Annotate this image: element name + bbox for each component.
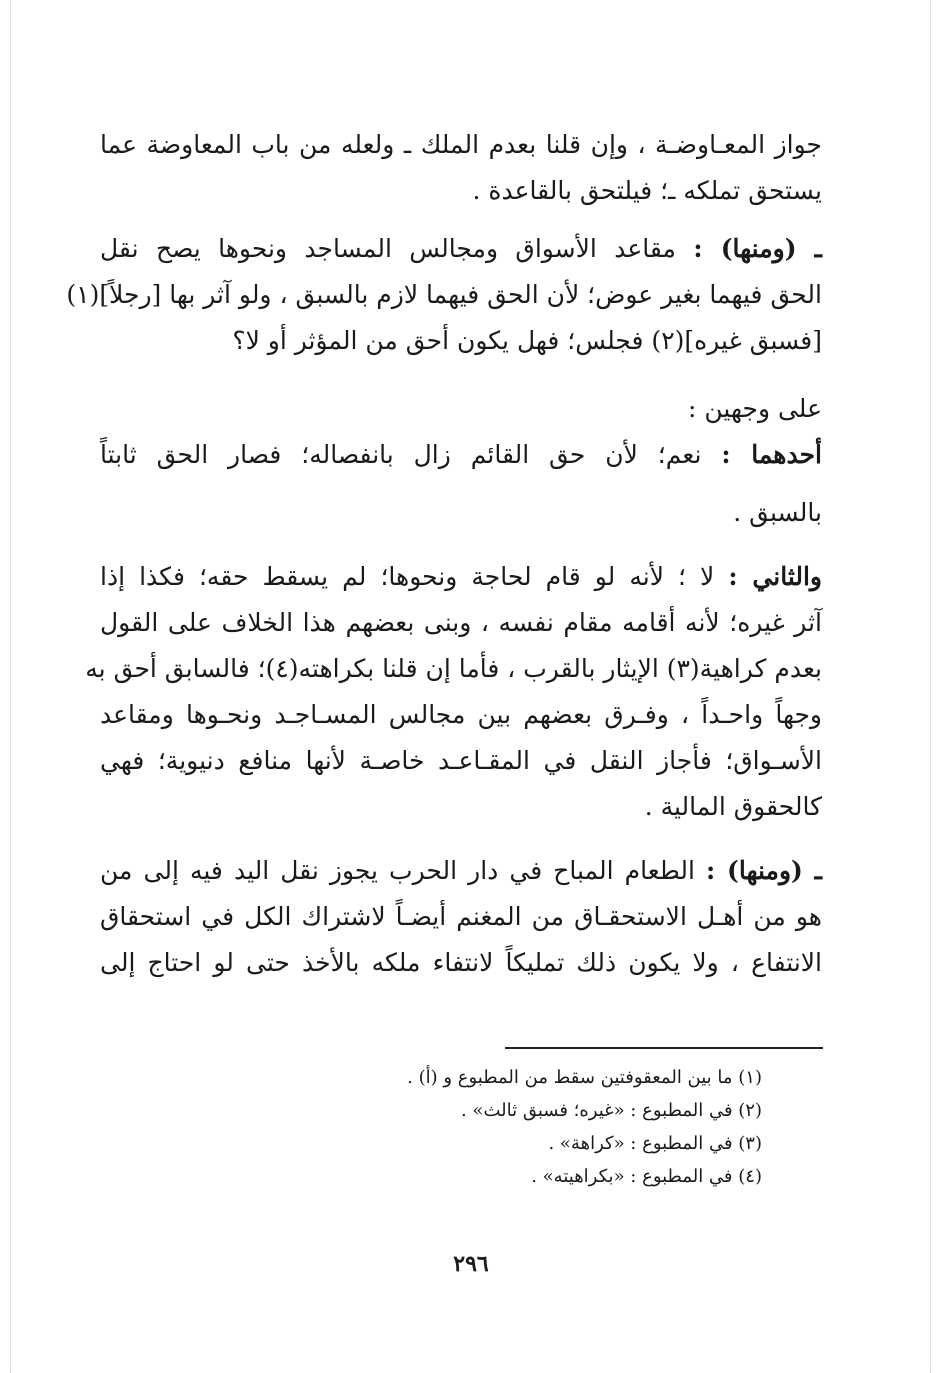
text-line-4: الحق فيهما بغير عوض؛ لأن الحق فيهما لازم بالسبق ، ولو آثر بها [رجلاً](١) xyxy=(66,280,822,309)
text-line-14: كالحقوق المالية . xyxy=(644,792,822,821)
footnotes xyxy=(407,1061,762,1193)
footnote-3: (٣) في المطبوع : «كراهة» . xyxy=(548,1133,762,1154)
text-line-2: يستحق تملكه ـ؛ فيلتحق بالقاعدة . xyxy=(472,176,822,205)
scan-edge-right xyxy=(930,0,931,1373)
scan-edge-left xyxy=(10,0,11,1373)
text-line-11: بعدم كراهية(٣) الإيثار بالقرب ، فأما إن قلنا بكراهته(٤)؛ فالسابق أحق به xyxy=(85,654,822,683)
text-line-6: على وجهين : xyxy=(688,394,822,423)
text-line-3: ـ (ومنها) : مقاعد الأسواق ومجالس المساجد ونحوها يصح نقل xyxy=(100,234,822,263)
paragraph-lead: والثاني : xyxy=(728,562,822,591)
footnote-2: (٢) في المطبوع : «غيره؛ فسبق ثالث» . xyxy=(460,1100,762,1121)
text-line-7: أحدهما : نعم؛ لأن حق القائم زال بانفصاله؛ فصار الحق ثابتاً xyxy=(100,440,822,469)
text-line-13: الأسـواق؛ فأجاز النقل في المقـاعـد خاصـة لأنها منافع دنيوية؛ فهي xyxy=(100,746,822,775)
text-line-1: جواز المعـاوضـة ، وإن قلنا بعدم الملك ـ ولعله من باب المعاوضة عما xyxy=(100,130,822,159)
text-line-17: الانتفاع ، ولا يكون ذلك تمليكاً لانتفاء ملكه بالأخذ حتى لو احتاج إلى xyxy=(100,948,822,977)
text-line-9: والثاني : لا ؛ لأنه لو قام لحاجة ونحوها؛ لم يسقط حقه؛ فكذا إذا xyxy=(100,562,822,591)
text-line-12: وجهاً واحـداً ، وفـرق بعضهم بين مجالس المسـاجـد ونحـوها ومقاعد xyxy=(100,700,822,729)
footnote-separator xyxy=(505,1047,823,1049)
paragraph-lead: ـ (ومنها) : xyxy=(693,234,822,263)
text-line-8: بالسبق . xyxy=(733,498,822,527)
page-body xyxy=(66,122,823,986)
footnote-1: (١) ما بين المعقوفتين سقط من المطبوع و (أ) . xyxy=(407,1067,762,1088)
text-line-5: [فسبق غيره](٢) فجلس؛ فهل يكون أحق من المؤثر أو لا؟ xyxy=(232,326,822,355)
paragraph-lead: أحدهما : xyxy=(721,440,822,469)
paragraph-lead: ـ (ومنها) : xyxy=(705,856,823,885)
text-line-15: ـ (ومنها) : الطعام المباح في دار الحرب يجوز نقل اليد فيه إلى من xyxy=(100,856,823,885)
text-line-10: آثر غيره؛ لأنه أقامه مقام نفسه ، وبنى بعضهم هذا الخلاف على القول xyxy=(100,608,822,637)
page-number: ٢٩٦ xyxy=(453,1251,489,1277)
text-line-16: هو من أهـل الاستحقـاق من المغنم أيضـاً لاشتراك الكل في استحقاق xyxy=(100,902,822,931)
footnote-4: (٤) في المطبوع : «بكراهيته» . xyxy=(531,1166,762,1187)
